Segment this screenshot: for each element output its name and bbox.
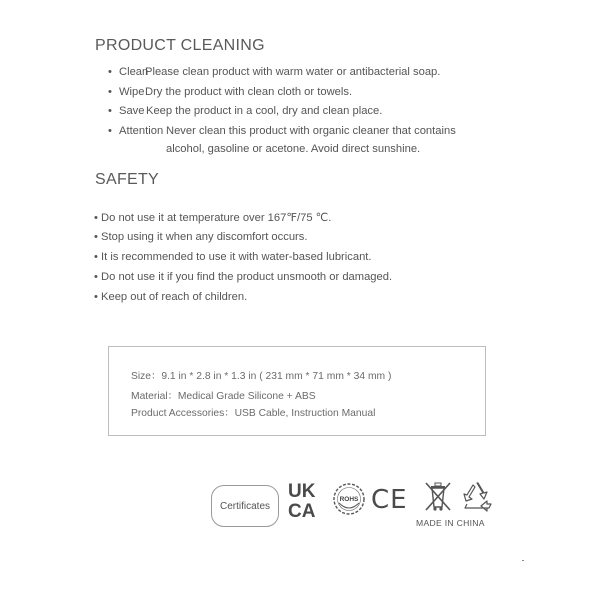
bullet-icon: • xyxy=(94,212,102,224)
ukca-top-text: UK xyxy=(288,481,316,502)
safety-item xyxy=(94,291,247,303)
safety-text: Keep out of reach of children. xyxy=(101,291,248,303)
bullet-icon: • xyxy=(94,251,102,263)
bullet-icon: • xyxy=(108,86,112,98)
recycle-icon xyxy=(459,480,495,514)
ce-mark-icon xyxy=(371,484,413,512)
bullet-icon: • xyxy=(108,66,112,78)
safety-item xyxy=(94,211,331,224)
bullet-icon: • xyxy=(94,271,102,283)
rohs-mark-icon xyxy=(331,481,367,517)
safety-item xyxy=(94,271,392,283)
cleaning-term: Clean xyxy=(119,66,149,78)
made-in-china-label: MADE IN CHINA xyxy=(416,518,485,528)
ukca-mark-icon xyxy=(288,480,324,520)
cleaning-text: Dry the product with clean cloth or towels. xyxy=(145,86,353,98)
safety-item xyxy=(94,251,372,263)
cleaning-term: Attention xyxy=(119,125,164,137)
bullet-icon: • xyxy=(94,291,102,303)
cleaning-text: Never clean this product with organic cleaner that contains xyxy=(166,125,456,137)
safety-text: Do not use it at temperature over 167℉/75 ℃. xyxy=(101,212,332,224)
safety-heading: SAFETY xyxy=(95,171,160,188)
certificates-badge: Certificates xyxy=(211,485,279,527)
safety-text: It is recommended to use it with water-based lubricant. xyxy=(101,251,372,263)
weee-crossed-bin-icon xyxy=(423,480,453,514)
bullet-icon: • xyxy=(108,125,112,137)
safety-text: Do not use it if you find the product unsmooth or damaged. xyxy=(101,271,393,283)
specifications-box xyxy=(108,346,486,436)
cleaning-text: alcohol, gasoline or acetone. Avoid direct sunshine. xyxy=(166,143,421,155)
bullet-icon: • xyxy=(94,231,102,243)
cleaning-text: Please clean product with warm water or antibacterial soap. xyxy=(145,66,441,78)
spec-size: Size：9.1 in * 2.8 in * 1.3 in ( 231 mm * 71 mm * 34 mm ) xyxy=(131,371,392,382)
cleaning-text: Keep the product in a cool, dry and clean place. xyxy=(146,105,383,117)
spec-material: Material：Medical Grade Silicone + ABS xyxy=(131,391,316,402)
rohs-text: ROHS xyxy=(339,496,359,503)
safety-text: Stop using it when any discomfort occurs. xyxy=(101,231,308,243)
cleaning-heading: PRODUCT CLEANING xyxy=(95,37,265,54)
bullet-icon: • xyxy=(108,105,112,117)
stray-dot xyxy=(522,560,524,561)
cleaning-term: Save xyxy=(119,105,145,117)
ukca-bottom-text: CA xyxy=(288,501,316,520)
cleaning-term: Wipe xyxy=(119,86,145,98)
spec-accessories: Product Accessories：USB Cable, Instruction Manual xyxy=(131,408,376,419)
safety-item xyxy=(94,231,307,243)
ce-text: CE xyxy=(371,485,408,512)
cleaning-item-attention-continued xyxy=(166,143,420,155)
